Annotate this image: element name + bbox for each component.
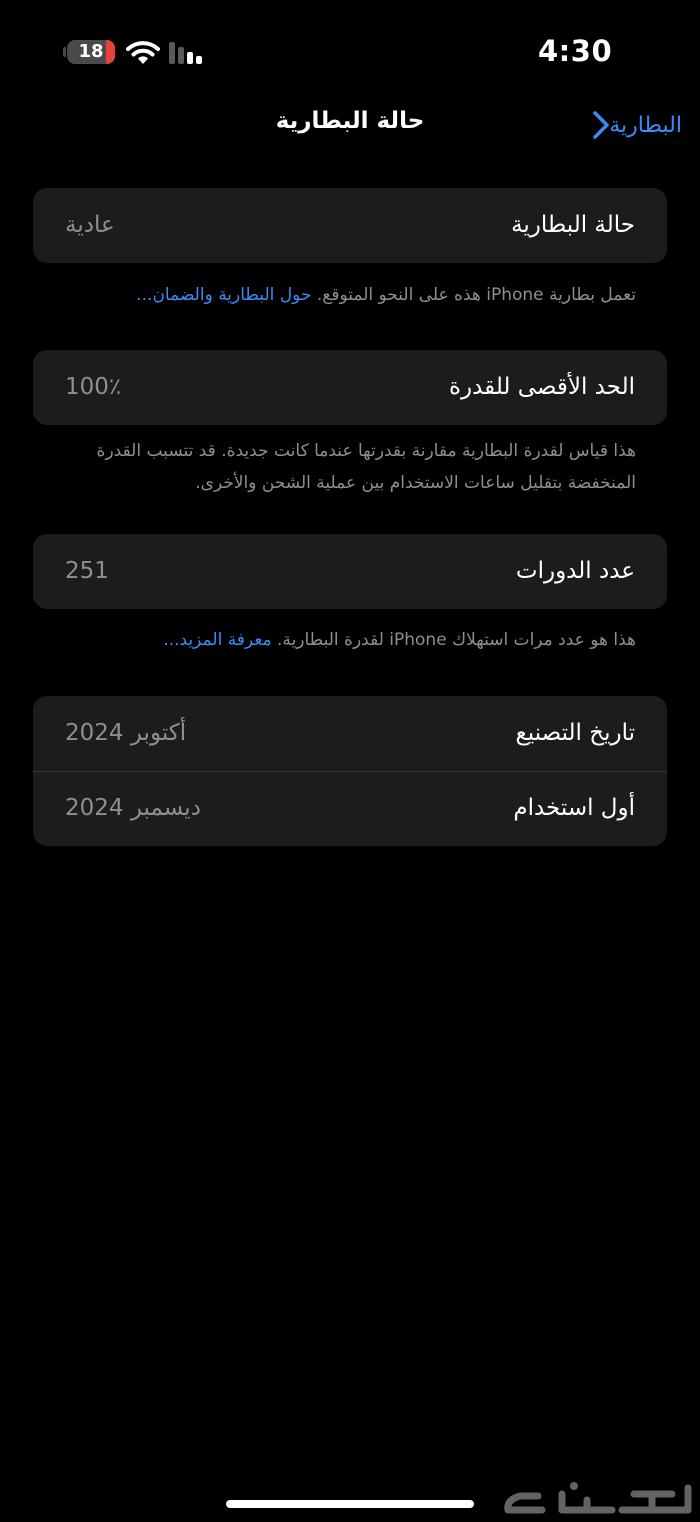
cycle-count-value: 251 [65, 558, 109, 584]
battery-condition-footnote [64, 279, 636, 311]
page-title: حالة البطارية [275, 108, 425, 134]
back-button-label: البطارية [609, 112, 682, 138]
status-time: 4:30 [538, 34, 613, 68]
status-bar [0, 0, 700, 100]
battery-condition-row [33, 188, 667, 263]
wifi-icon [126, 40, 160, 66]
back-button[interactable] [583, 106, 682, 144]
chevron-right-icon [593, 111, 609, 139]
cycle-count-footnote-text: هذا هو عدد مرات استهلاك iPhone لقدرة البطارية. [277, 630, 636, 650]
cycle-count-row [33, 534, 667, 609]
manufacture-date-value: أكتوبر 2024 [65, 720, 187, 746]
cycle-count-group [33, 534, 667, 609]
battery-condition-footnote-text: تعمل بطارية iPhone هذه على النحو المتوقع. [316, 285, 636, 305]
battery-indicator [67, 40, 115, 64]
first-use-label: أول استخدام [513, 795, 635, 821]
first-use-row [33, 771, 667, 846]
battery-condition-value: عادية [65, 212, 115, 238]
maximum-capacity-footnote: هذا قياس لقدرة البطارية مقارنة بقدرتها عندما كانت جديدة. قد تتسبب القدرة المنخفضة بتقليل ساعات الاستخدام بين عملية الشحن والأخرى. [96, 441, 636, 493]
first-use-value: ديسمبر 2024 [65, 795, 201, 821]
home-indicator[interactable] [226, 1500, 474, 1508]
maximum-capacity-label: الحد الأقصى للقدرة [448, 374, 635, 400]
cycle-count-label: عدد الدورات [515, 558, 635, 584]
battery-percent: 18 [78, 41, 104, 62]
battery-cap [63, 47, 66, 57]
manufacture-date-row [33, 696, 667, 771]
manufacture-date-label: تاريخ التصنيع [515, 720, 635, 746]
navigation-bar [0, 100, 700, 150]
maximum-capacity-row [33, 350, 667, 425]
cycle-count-footnote [64, 624, 636, 656]
battery-condition-label: حالة البطارية [511, 212, 635, 238]
learn-more-link[interactable]: معرفة المزيد... [163, 630, 272, 650]
cellular-signal-icon [169, 40, 205, 64]
battery-warranty-link[interactable]: حول البطارية والضمان... [136, 285, 312, 305]
battery-condition-group [33, 188, 667, 263]
maximum-capacity-value: 100٪ [65, 374, 122, 400]
maximum-capacity-group [33, 350, 667, 425]
haraj-watermark-logo [502, 1480, 694, 1520]
dates-group [33, 696, 667, 846]
